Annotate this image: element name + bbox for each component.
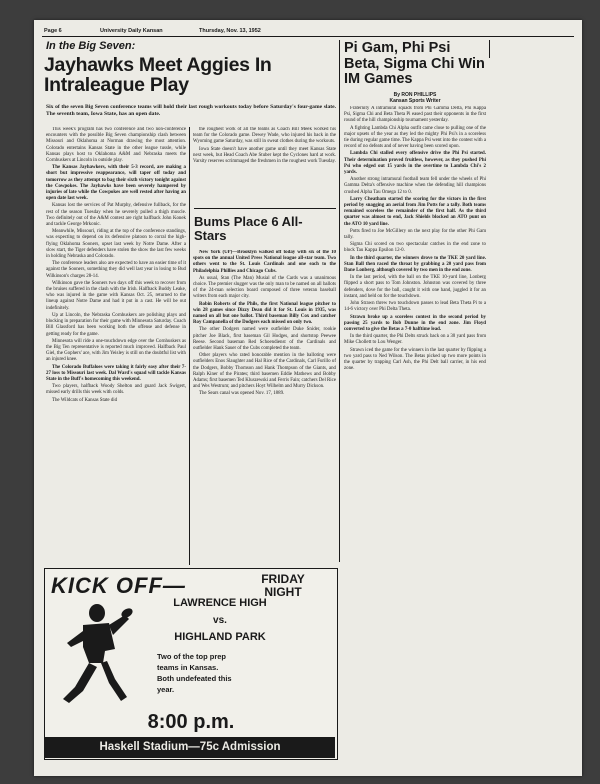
pigam-byline [344, 92, 486, 104]
pigam-paragraph: Fraternity A intramural squads from Phi Gamma Delta, Phi Kappa Psi, Sigma Chi and Beta Theta Pi eased past their opponents in the first round of the hill championship tournament yesterday. [344, 106, 486, 124]
kickoff-note: Both undefeated this [157, 674, 232, 683]
kickoff-note: Two of the top prep [157, 652, 227, 661]
pigam-paragraph: In the third quarter, the winners drove to the TKE 20 yard line. Stan Ball then raced the throat by grabbing a 20 yard pass from Dane Lonberg, although covered by two men in the end zone. [344, 255, 486, 274]
pigam-paragraph: Another strong intramural football team fell under the wheels of Phi Gamma Delta's offensive machine when the defending hill champions crushed Alpha Tau Omega 12 to 0. [344, 177, 486, 195]
kickoff-stadium: Haskell Stadium—75c Admission [45, 737, 335, 758]
jayhawks-paragraph: Two players, halfback Woody Shelton and guard Jack Swigert, missed early drills this week with colds. [46, 384, 186, 396]
jayhawks-paragraph: the roughest work of all the teams as Coach Bill Meek worked his team for the Colorado game. Dewey Wade, who injured his back in the Wyoming game Saturday, was still in sweat clothes during the workouts. [193, 127, 336, 145]
kickoff-day-2: NIGHT [264, 585, 302, 599]
pigam-headline: Pi Gam, Phi Psi Beta, Sigma Chi Win IM Games [344, 40, 485, 87]
pigam-paragraph: Sigma Chi scored on two spectacular catches in the end zone to block Tau Kappa Epsilon 12-0. [344, 242, 486, 254]
kickoff-title: KICK OFF— [51, 573, 186, 598]
jayhawks-paragraph: Kansas lost the services of Pat Murphy, defensive fullback, for the rest of the season Tuesday when he severely pulled a thigh muscle. Two definitely out of the A&M contest are right halfback John Konek and tackle George Mrkonic. [46, 203, 186, 228]
pigam-article [344, 106, 486, 514]
bums-headline: Bums Place 6 All-Stars [194, 214, 303, 243]
pigam-paragraph: Potts fired to Joe McGillery on the next play for the other Phi Gam tally. [344, 228, 486, 241]
jayhawks-paragraph: The Colorado Buffaloes were taking it fairly easy after their 7-27 loss to Missouri last week. Dal Ward's squad will tackle Kansas State in the Buff's homecoming this weekend. [46, 364, 186, 382]
bums-paragraph: The other Dodgers named were outfielder Duke Snider, rookie pitcher Joe Black, first baseman Gil Hodges, and shortstop Peewee Reese. Second baseman Red Schoendienst of the Cardinals and outfielder Hank Sauer of the Cubs completed the team. [193, 327, 336, 352]
pigam-paragraph: John Strawn threw two touchdown passes to lead Beta Theta Pi to a 14-6 victory over Phi Delta Theta. [344, 301, 486, 313]
jayhawks-paragraph: Minnesota will ride a one-touchdown edge over the Cornhuskers as the Big Ten representative is reported much improved. Halfback Paul Giel, the Gophers' ace, with Jim Yeisley is still on the doubtful list with an injured knee. [46, 338, 186, 363]
jayhawks-paragraph: Iowa State doesn't have another game until they meet Kansas State next week, but Head Coach Abe Stuber kept the Cyclones hard at work. Varsity reserves scrimmaged the freshmen in the roughest work Tuesday. [193, 146, 336, 165]
kickoff-day [235, 573, 331, 599]
pigam-paragraph: Larry Cheatham started the scoring for the victors in the first period by snagging an aerial from Jim Potts for a tally. Both teams remained scoreless the remainder of the first half. As the third quarter was almost to end, Jack Shields blocked an ATO punt on the ATO 10 yard line. [344, 196, 486, 227]
jayhawks-lead: Six of the seven Big Seven conference teams will hold their last rough workouts today before Saturday's four-game slate. The seventh team, Iowa State, has an open date. [46, 104, 336, 117]
jayhawks-paragraph: Up at Lincoln, the Nebraska Cornhuskers are polishing plays and blocking in preparation for their game with Minnesota Saturday. Coach Bill Glassford has been working both the offense and defense in getting ready for the game. [46, 312, 186, 337]
kickoff-note: year. [157, 685, 175, 694]
jayhawks-paragraph: The Wildcats of Kansas State did [52, 397, 118, 403]
pigam-paragraph: A fighting Lambda Chi Alpha outfit came close to pulling one of the major upsets of the year as they led the mighty Phi Psi's in a scoreless tie during regular game time. The Kappa Psi went into the contest with a record of no defeats and of never having been scored upon. [344, 125, 486, 150]
paper-name: University Daily Kansan [100, 28, 163, 34]
pigam-author-title: Kansan Sports Writer [389, 98, 441, 104]
kickoff-team-2: HIGHLAND PARK [174, 631, 266, 643]
story-kicker: In the Big Seven: [46, 40, 136, 52]
kickoff-team-1: LAWRENCE HIGH [173, 597, 267, 609]
pigam-paragraph: In the third quarter, the Phi Delts struck back on a 30 yard pass from Mike Chollett to Lou Wenger. [344, 334, 486, 346]
jayhawks-headline: Jayhawks Meet Aggies In Intraleague Play [44, 54, 272, 97]
pigam-paragraph: In the last period, with the ball on the TKE 10-yard line, Lonberg flipped a short pass to Tom Johnston. Johnston was covered by three defenders, dove for the ball, caught it with one hand, juggled it for an instant, and held on for the touchdown. [344, 275, 486, 299]
bums-article [193, 250, 336, 565]
bums-paragraph: Other players who rated honorable mention in the balloting were outfielders Enos Slaughter and Hal Rice of the Cardinals, Carl Furillo of the Dodgers, Bobby Thomson and Hank Thompson of the Giants, and Ralph Kiner of the Pirates; third basemen Eddie Mathews and Bobby Adams; first basemen Ted Kluszewski and Ferris Fain; catchers Del Rice and Wes Westrum; and pitchers Hoyt Wilhelm and Murry Dickson. [193, 353, 336, 390]
bums-paragraph: Robin Roberts of the Phils, the first National league pitcher to win 28 games since Dizzy Dean did it for St. Louis in 1935, was named on all but one ballot. Third baseman Billy Cox and catcher Roy Campanella of the Dodgers each missed on only two. [193, 301, 336, 326]
issue-date: Thursday, Nov. 13, 1952 [199, 28, 261, 34]
pigam-paragraph: Strawn iced the game for the winners in the last quarter by flipping a two yard pass to Ned Wilson. The Betas picked up two more points in the quarter by trapping Carl Ash, the Phi Delt ball carrier, in his end zone. [344, 347, 486, 372]
bums-paragraph: New York (UP)—Brooklyn walked off today with six of the 10 spots on the annual United Press National league all-star team. Two others went to the St. Louis Cardinals and one each to the Philadelphia Phillies and Chicago Cubs. [193, 250, 336, 274]
kickoff-vs: vs. [213, 615, 227, 626]
pigam-author: By RON PHILLIPS [393, 92, 437, 98]
jayhawks-paragraph: The Kansas Jayhawkers, with their 5-3 record, are making a short but impressive reappearance, will taper off today and tomorrow as they attempt to bag their sixth victory tonight against the Cowpokes. The Jayhawks have been severely hampered by injuries of late while the Cowpokes are well rested after having an open date last week. [46, 165, 186, 202]
pigam-paragraph: Lambda Chi stalled every offensive drive the Phi Psi started. Their determination proved fruitless, however, as they pushed Phi Psi who edged out 15 yards in the overtime to Lambda Chi's 2 yards. [344, 151, 486, 176]
jayhawks-paragraph: This week's program has two conference and two non-conference encounters with the possible Big Seven championship clash between Missouri and Oklahoma at Norman drawing the most attention. Colorado entertains Kansas State in the other league tussle, while Kansas plays host to Oklahoma A&M and Nebraska meets the Cornhuskers at Lincoln in outside play. [46, 127, 186, 164]
football-player-illustration [53, 601, 133, 709]
kickoff-ad [44, 568, 338, 760]
pigam-paragraph: Strawn broke up a scoreless contest in the second period by passing 25 yards to Bob Dunne in the end zone. Jim Floyd converted to give the Betas a 7-0 halftime lead. [344, 314, 486, 332]
kickoff-note: teams in Kansas. [157, 663, 219, 672]
jayhawks-paragraph: The conference leaders also are expected to have an easier time of it against the Sooners, something they did well last year in losing to Bud Wilkinson's charges 28-14. [46, 261, 186, 279]
kickoff-notes [157, 651, 277, 695]
jayhawks-column-2 [193, 127, 336, 207]
kickoff-time: 8:00 p.m. [147, 711, 235, 733]
jayhawks-paragraph: Wilkinson gave the Sooners two days off this week to recover from the bruises suffered in the clash with the Irish. Halfback Buddy Leake, who was injured in the game with Kansas Oct. 25, returned to the lineup against Notre Dame and had it put in a cast. He will be out indefinitely. [46, 280, 186, 311]
bums-paragraph: As usual, Stan (The Man) Musial of the Cards was a unanimous choice. The premier slugger was the only man to be named on all ballots of the 24-man selection board composed of three veteran baseball writers from each major city. [193, 275, 336, 300]
bums-paragraph: The Sears canal was opened Nov. 17, 1889. [199, 391, 285, 397]
newspaper-page [34, 20, 582, 776]
page-number: Page 6 [44, 28, 62, 34]
jayhawks-paragraph: Meanwhile, Missouri, riding at the top of the conference standings, was expecting to depend on its defensive platoon to corral the high-flying Oklahoma Sooners, upset last week by Notre Dame. After a slow start, the Tiger defenders have stolen the show the last few weeks in holding Nebraska and Colorado. [46, 229, 186, 260]
kickoff-day-1: FRIDAY [261, 572, 305, 586]
jayhawks-column-1 [46, 127, 186, 565]
